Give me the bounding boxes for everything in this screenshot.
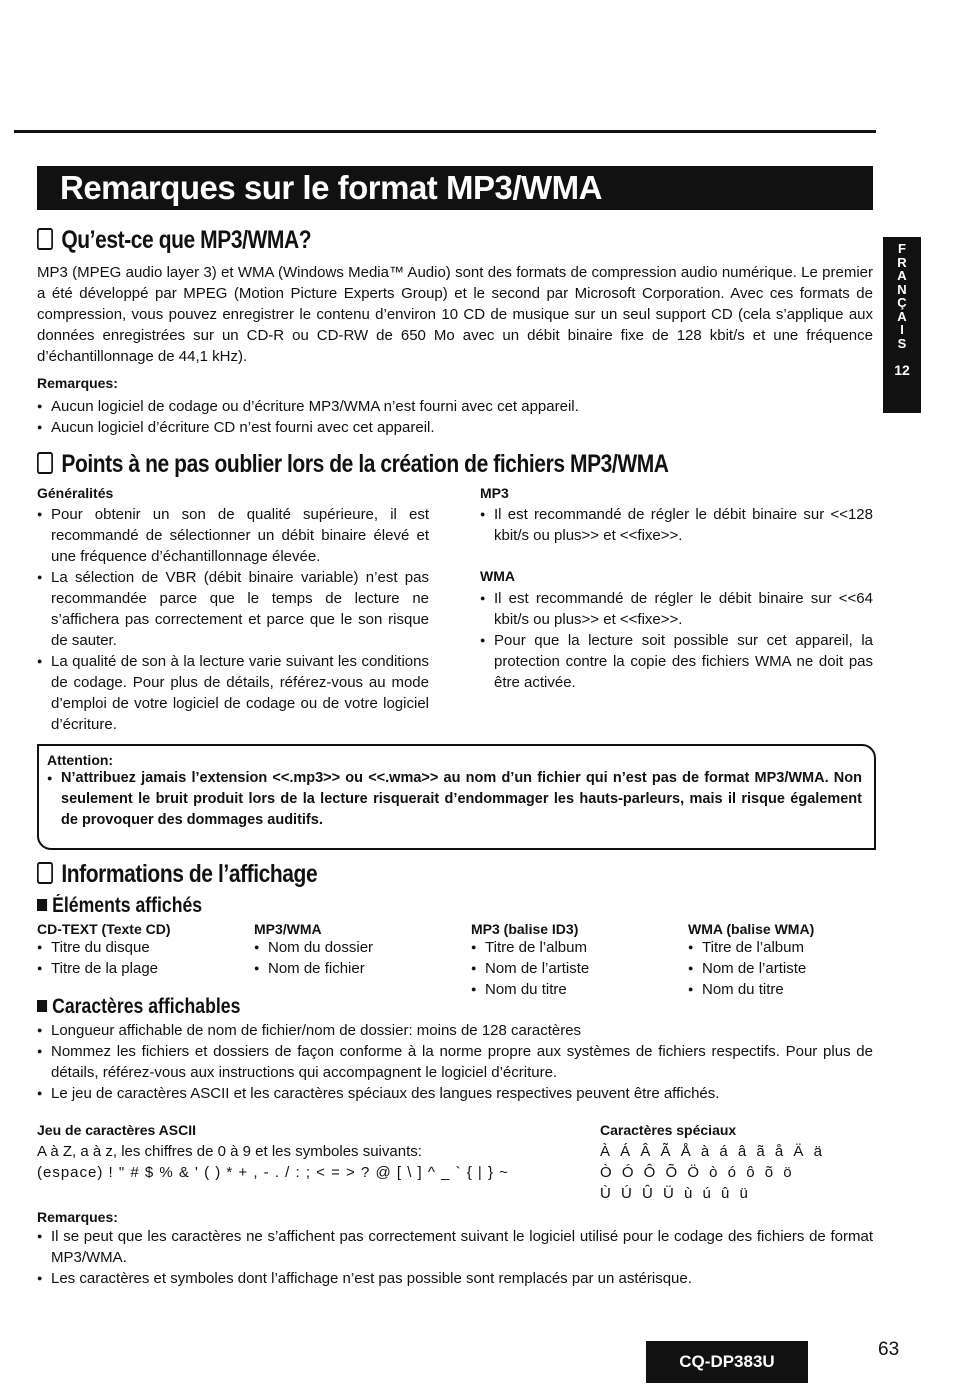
list-item: ● Il se peut que les caractères ne s’affichent pas correctement suivant le logiciel utilisé pour le codage des fichiers de format MP3/WMA. xyxy=(37,1226,873,1268)
list-item: ● Pour obtenir un son de qualité supérieure, il est recommandé de sélectionner un débit binaire élevé et une fréquence d’échantillonnage élevée. xyxy=(37,504,429,567)
special-chars-line: Ò Ó Ô Õ Ö ò ó ô õ ö xyxy=(600,1164,795,1181)
special-chars-line: À Á Â Ã Å à á â ã å Ä ä xyxy=(600,1143,825,1160)
ascii-label: Jeu de caractères ASCII xyxy=(37,1122,197,1138)
tab-letter: R xyxy=(897,254,907,270)
attention-text: ● N’attribuez jamais l’extension <<.mp3>> ou <<.wma>> au nom d’un fichier qui n’est pas de format MP3/WMA. Non seulement le bruit produit lors de la lecture risquerait d’endommager les hauts-parleurs, mais il risque également de provoquer des dommages auditifs. xyxy=(47,768,862,831)
tab-letter: Ç xyxy=(897,295,907,310)
remarks-list xyxy=(37,1226,873,1289)
intro-paragraph: MP3 (MPEG audio layer 3) et WMA (Windows Media™ Audio) sont des formats de compression audio numérique. Le premier a été développé par MPEG (Motion Picture Experts Group) et le second par Microsoft Corporation. Avec ces formats de compression, vous pouvez enregistrer le contenu d’environ 10 CD de musique sur un seul support CD (cela s’applique aux données enregistrées sur un CD-R ou CD-RW de 650 Mo avec un débit binaire fixe de 128 kbit/s et une fréquence d’échantillonnage de 44,1 kHz). xyxy=(37,264,873,365)
tab-letter: I xyxy=(900,322,904,337)
list-item: ● Titre de la plage xyxy=(37,958,247,979)
black-square-icon xyxy=(37,899,47,911)
special-chars-label: Caractères spéciaux xyxy=(600,1122,737,1138)
list-item: ● Il est recommandé de régler le débit binaire sur <<64 kbit/s ou plus>> et <<fixe>>. xyxy=(480,588,873,630)
list-item: ● La sélection de VBR (débit binaire variable) n’est pas recommandée parce que le temps de lecture ne s’affichera pas correctement et parce que le son risque de sauter. xyxy=(37,567,429,651)
black-square-icon xyxy=(37,1000,47,1012)
mp3-list xyxy=(480,504,873,546)
tab-letter: F xyxy=(898,241,906,256)
column-cdtext xyxy=(37,921,247,979)
chars-heading xyxy=(37,995,240,1019)
tab-letter: A xyxy=(897,308,907,324)
section-heading-mp3wma xyxy=(37,226,311,255)
subheading-text: Caractères affichables xyxy=(52,995,241,1018)
tab-letter: A xyxy=(897,268,907,283)
general-list xyxy=(37,504,429,735)
language-tab-letters xyxy=(883,242,921,350)
remarks-list xyxy=(37,396,873,438)
column-list xyxy=(254,937,454,979)
column-mp3wma xyxy=(254,921,454,979)
model-number: CQ-DP383U xyxy=(679,1352,775,1371)
column-list xyxy=(471,937,671,1000)
list-item: ● Pour que la lecture soit possible sur cet appareil, la protection contre la copie des fichiers WMA ne doit pas être activée. xyxy=(480,630,873,693)
list-item: ● Titre de l’album xyxy=(471,937,671,958)
list-item: ● Les caractères et symboles dont l’affichage n’est pas possible sont remplacés par un astérisque. xyxy=(37,1268,873,1289)
column-label: MP3/WMA xyxy=(254,921,322,937)
language-side-tab xyxy=(883,237,921,413)
attention-box xyxy=(37,744,876,850)
special-chars-line: Ù Ú Û Ü ù ú û ü xyxy=(600,1185,751,1202)
section-heading-text: Qu’est-ce que MP3/WMA? xyxy=(61,226,312,254)
remarks-label: Remarques: xyxy=(37,375,118,391)
list-item: ● Titre de l’album xyxy=(688,937,873,958)
tab-letter: S xyxy=(897,335,907,351)
column-label: CD-TEXT (Texte CD) xyxy=(37,921,171,937)
ascii-line: A à Z, a à z, les chiffres de 0 à 9 et les symboles suivants: xyxy=(37,1143,422,1160)
list-item: ● Titre du disque xyxy=(37,937,247,958)
general-label: Généralités xyxy=(37,485,114,501)
list-item: ● Nommez les fichiers et dossiers de façon conforme à la norme propre aux systèmes de fichiers respectifs. Pour plus de détails, référez-vous aux instructions qui accompagnent le logiciel d’écriture. xyxy=(37,1041,873,1083)
column-label: MP3 (balise ID3) xyxy=(471,921,579,937)
list-item: ● Aucun logiciel d’écriture CD n’est fourni avec cet appareil. xyxy=(37,417,873,438)
checkbox-square-icon xyxy=(37,862,53,884)
remarks-label: Remarques: xyxy=(37,1209,118,1225)
list-item: ● La qualité de son à la lecture varie suivant les conditions de codage. Pour plus de détails, référez-vous au mode d’emploi de votre logiciel de codage ou de votre logiciel d’écriture. xyxy=(37,651,429,735)
wma-list xyxy=(480,588,873,693)
list-item: ● Nom de fichier xyxy=(254,958,454,979)
page-title: Remarques sur le format MP3/WMA xyxy=(60,169,602,206)
section-heading-display xyxy=(37,860,317,889)
tab-letter: N xyxy=(897,281,907,297)
elements-heading xyxy=(37,894,202,918)
list-item: ● Nom du titre xyxy=(688,979,873,1000)
column-wmatag xyxy=(688,921,873,1000)
list-item: ● Nom du titre xyxy=(471,979,671,1000)
column-label: WMA (balise WMA) xyxy=(688,921,815,937)
ascii-symbols: (espace) ! " # $ % & ' ( ) * + , - . / : ; < = > ? @ [ \ ] ^ _ ` { | } ~ xyxy=(37,1164,509,1181)
attention-list xyxy=(47,768,862,831)
model-number-box xyxy=(646,1341,808,1383)
column-id3 xyxy=(471,921,671,1000)
subheading-text: Éléments affichés xyxy=(52,894,203,917)
section-heading-text: Points à ne pas oublier lors de la création de fichiers MP3/WMA xyxy=(61,450,669,478)
wma-label: WMA xyxy=(480,568,515,584)
list-item: ● Le jeu de caractères ASCII et les caractères spéciaux des langues respectives peuvent être affichés. xyxy=(37,1083,873,1104)
chars-list xyxy=(37,1020,873,1104)
list-item: ● Nom de l’artiste xyxy=(688,958,873,979)
column-list xyxy=(688,937,873,1000)
mp3-label: MP3 xyxy=(480,485,509,501)
section-heading-points xyxy=(37,450,669,479)
page-number: 63 xyxy=(878,1339,900,1360)
list-item: ● Nom du dossier xyxy=(254,937,454,958)
checkbox-square-icon xyxy=(37,452,53,474)
section-heading-text: Informations de l’affichage xyxy=(61,860,318,888)
section-number: 12 xyxy=(894,362,910,378)
attention-label: Attention: xyxy=(47,752,114,768)
column-list xyxy=(37,937,247,979)
list-item: ● Nom de l’artiste xyxy=(471,958,671,979)
top-rule xyxy=(14,130,876,133)
checkbox-square-icon xyxy=(37,228,53,250)
list-item: ● Il est recommandé de régler le débit binaire sur <<128 kbit/s ou plus>> et <<fixe>>. xyxy=(480,504,873,546)
list-item: ● Aucun logiciel de codage ou d’écriture MP3/WMA n’est fourni avec cet appareil. xyxy=(37,396,873,417)
list-item: ● Longueur affichable de nom de fichier/nom de dossier: moins de 128 caractères xyxy=(37,1020,873,1041)
page-title-bar xyxy=(37,166,873,210)
